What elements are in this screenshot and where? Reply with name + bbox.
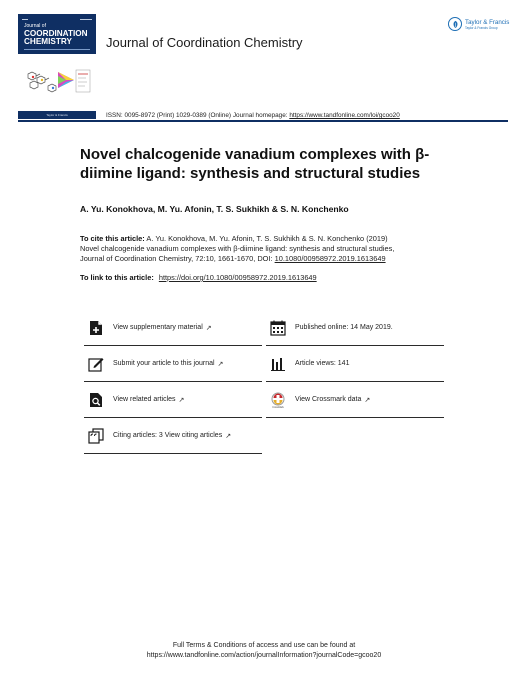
citation-block	[80, 234, 460, 264]
publisher-name: Taylor & Francis	[465, 18, 510, 26]
cover-journal-name: COORDINATION CHEMISTRY	[24, 29, 88, 46]
publisher-band	[18, 111, 96, 119]
journal-cover: ▬▬ ▬▬▬▬ Journal of COORDINATION CHEMISTRY	[18, 14, 96, 54]
tile-submit[interactable]	[84, 346, 262, 382]
citation-label: To cite this article:	[80, 234, 145, 243]
plus-document-icon	[87, 319, 105, 337]
article-link-row	[80, 273, 317, 282]
footer-line-1: Full Terms & Conditions of access and use can be found at	[172, 642, 356, 649]
journal-title[interactable]: Journal of Coordination Chemistry	[106, 35, 303, 50]
citation-line-3: Journal of Coordination Chemistry, 72:10, 1661-1670, DOI:	[80, 254, 273, 263]
doi-link[interactable]: 10.1080/00958972.2019.1613649	[274, 254, 386, 263]
article-views: Article views: 141	[295, 360, 350, 367]
citation-line-1: A. Yu. Konokhova, M. Yu. Afonin, T. S. Sukhikh & S. N. Konchenko (2019)	[146, 234, 388, 243]
tile-citing[interactable]	[84, 418, 262, 454]
external-link-icon: ↗	[225, 432, 232, 440]
crossmark-icon	[269, 391, 287, 409]
publisher-group: Taylor & Francis Group	[465, 25, 498, 30]
tile-views	[266, 346, 444, 382]
cover-journal-prefix: Journal of	[24, 23, 46, 29]
article-link-label: To link to this article:	[80, 273, 154, 282]
submit-article-link[interactable]: Submit your article to this journal	[113, 360, 215, 367]
publisher-logo[interactable]	[448, 14, 514, 34]
supplementary-link[interactable]: View supplementary material	[113, 324, 203, 331]
tile-supplementary[interactable]	[84, 310, 262, 346]
citation-icon	[87, 427, 105, 445]
external-link-icon: ↗	[178, 396, 185, 404]
citation-line-2: Novel chalcogenide vanadium complexes with β-diimine ligand: synthesis and structural studies,	[80, 244, 395, 253]
published-date: Published online: 14 May 2019.	[295, 324, 393, 331]
issn-line	[106, 112, 400, 119]
footer-terms-url[interactable]: https://www.tandfonline.com/action/journalInformation?journalCode=gcoo20	[146, 652, 382, 659]
external-link-icon: ↗	[364, 396, 371, 404]
article-authors: A. Yu. Konokhova, M. Yu. Afonin, T. S. Sukhikh & S. N. Konchenko	[80, 204, 349, 214]
calendar-icon	[269, 319, 287, 337]
publisher-logo-icon	[448, 17, 462, 31]
svg-text:CrossMark: CrossMark	[272, 405, 284, 408]
edit-icon	[87, 355, 105, 373]
bar-chart-icon	[269, 355, 287, 373]
graphical-abstract-thumbnail	[24, 68, 94, 94]
header-divider	[18, 120, 508, 122]
publisher-band-text: Taylor & Francis	[46, 113, 68, 117]
tile-published	[266, 310, 444, 346]
article-doi-url[interactable]: https://doi.org/10.1080/00958972.2019.1613649	[158, 273, 317, 282]
external-link-icon: ↗	[205, 324, 212, 332]
article-title: Novel chalcogenide vanadium complexes with β-diimine ligand: synthesis and structural studies	[80, 146, 430, 182]
related-articles-link[interactable]: View related articles	[113, 396, 176, 403]
crossmark-link[interactable]: View Crossmark data	[295, 396, 362, 403]
footer-terms	[0, 641, 528, 661]
search-document-icon	[87, 391, 105, 409]
journal-homepage-link[interactable]: https://www.tandfonline.com/loi/gcoo20	[289, 112, 400, 119]
tile-crossmark[interactable]	[266, 382, 444, 418]
external-link-icon: ↗	[217, 360, 224, 368]
tile-related[interactable]	[84, 382, 262, 418]
issn-text: ISSN: 0095-8972 (Print) 1029-0389 (Online) Journal homepage:	[106, 112, 288, 119]
citing-articles-link[interactable]: Citing articles: 3 View citing articles	[113, 432, 223, 439]
